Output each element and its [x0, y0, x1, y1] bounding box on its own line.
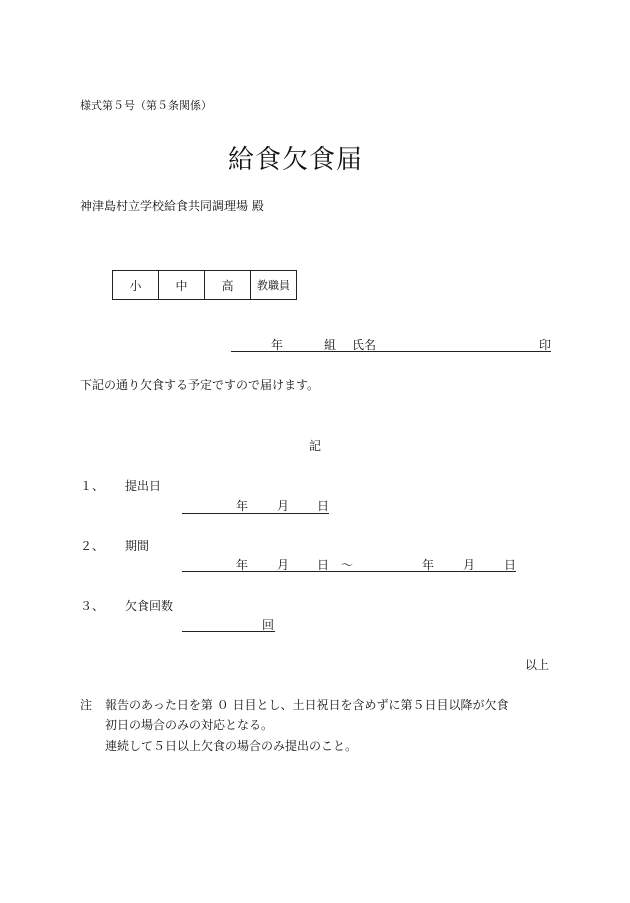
grade-high[interactable]: 高 [205, 271, 251, 299]
ki-heading: 記 [309, 439, 322, 453]
grade-staff[interactable]: 教職員 [257, 279, 290, 292]
grade-elementary[interactable]: 小 [113, 271, 159, 299]
item-number: ３、 [80, 599, 105, 613]
tilde: ～ [341, 558, 354, 572]
day-unit: 日 [317, 499, 330, 513]
item-number: １、 [80, 479, 105, 493]
month-unit: 月 [277, 499, 290, 513]
intro-text: 下記の通り欠食する予定ですので届けます。 [80, 378, 320, 392]
note-line-3: 連続して５日以上欠食の場合のみ提出のこと。 [105, 739, 358, 753]
note-mark: 注 [80, 698, 93, 712]
item-label: 期間 [125, 539, 150, 553]
name-label: 氏名 [352, 338, 377, 352]
from-month-unit: 月 [277, 558, 290, 572]
to-day-unit: 日 [504, 558, 517, 572]
item-label: 欠食回数 [125, 599, 174, 613]
count-unit: 回 [262, 618, 275, 632]
year-unit: 年 [236, 499, 249, 513]
note-line-1: 報告のあった日を第 ０ 日目とし、土日祝日を含めずに第５日目以降が欠食 [105, 698, 509, 712]
item-number: ２、 [80, 539, 105, 553]
grade-selector [112, 270, 297, 300]
to-month-unit: 月 [463, 558, 476, 572]
to-year-unit: 年 [422, 558, 435, 572]
class-label: 組 [324, 338, 337, 352]
from-year-unit: 年 [236, 558, 249, 572]
from-day-unit: 日 [317, 558, 330, 572]
grade-middle[interactable]: 中 [159, 271, 205, 299]
page-title: 給食欠食届 [228, 145, 364, 175]
addressee: 神津島村立学校給食共同調理場 殿 [80, 199, 264, 213]
item-label: 提出日 [125, 479, 162, 493]
form-number: 様式第５号（第５条関係） [80, 99, 212, 112]
seal-label: 印 [539, 338, 552, 352]
year-label: 年 [271, 338, 284, 352]
closing-text: 以上 [525, 658, 550, 672]
note-line-2: 初日の場合のみの対応となる。 [105, 718, 274, 732]
